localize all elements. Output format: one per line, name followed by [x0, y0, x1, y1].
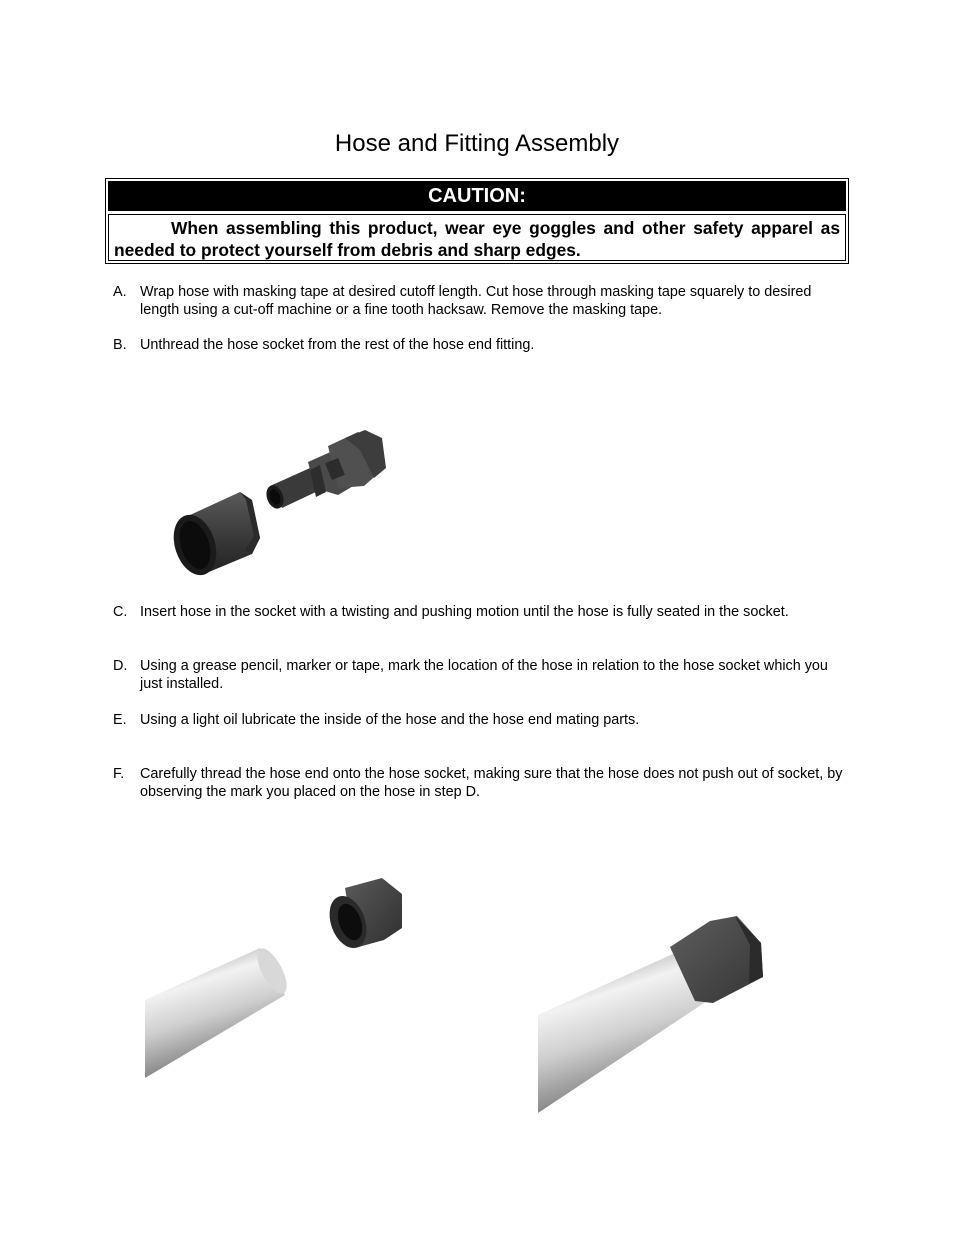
- step-c: [113, 603, 843, 621]
- step-e-text: Using a light oil lubricate the inside of the hose and the hose end mating parts.: [140, 712, 640, 728]
- step-f-text: Carefully thread the hose end onto the hose socket, making sure that the hose does not push out of socket, by observing the mark you placed on the hose in step D.: [140, 766, 843, 800]
- caution-heading: CAUTION:: [108, 181, 846, 211]
- caution-box: [105, 178, 849, 264]
- step-d-letter: D.: [113, 658, 128, 674]
- step-b-text: Unthread the hose socket from the rest of the hose end fitting.: [140, 337, 535, 353]
- step-b: [113, 336, 843, 354]
- socket-separated-illustration: [160, 420, 400, 585]
- step-d-text: Using a grease pencil, marker or tape, mark the location of the hose in relation to the hose socket which you just installed.: [140, 658, 828, 692]
- fitting-body-shape: [308, 430, 386, 497]
- hose-and-socket-illustration: [140, 870, 420, 1085]
- step-c-letter: C.: [113, 604, 128, 620]
- step-e: [113, 711, 843, 729]
- step-e-letter: E.: [113, 712, 127, 728]
- hose-assembled-illustration: [535, 905, 775, 1115]
- step-b-letter: B.: [113, 337, 127, 353]
- step-c-text: Insert hose in the socket with a twisting and pushing motion until the hose is fully seated in the socket.: [140, 604, 789, 620]
- step-f-letter: F.: [113, 766, 125, 782]
- step-a: [113, 283, 843, 319]
- step-a-text: Wrap hose with masking tape at desired cutoff length. Cut hose through masking tape squarely to desired length using a cut-off machine or a fine tooth hacksaw. Remove the masking tape.: [140, 284, 812, 318]
- caution-body: When assembling this product, wear eye goggles and other safety apparel as needed to protect yourself from debris and sharp edges.: [108, 214, 846, 261]
- hose-shape: [145, 944, 293, 1078]
- step-a-letter: A.: [113, 284, 127, 300]
- page-title: Hose and Fitting Assembly: [334, 130, 620, 157]
- step-d: [113, 657, 843, 693]
- socket-shape: [323, 878, 402, 953]
- step-f: [113, 765, 843, 801]
- assembled-hose-shape: [538, 953, 707, 1113]
- hose-socket-shape: [166, 492, 260, 581]
